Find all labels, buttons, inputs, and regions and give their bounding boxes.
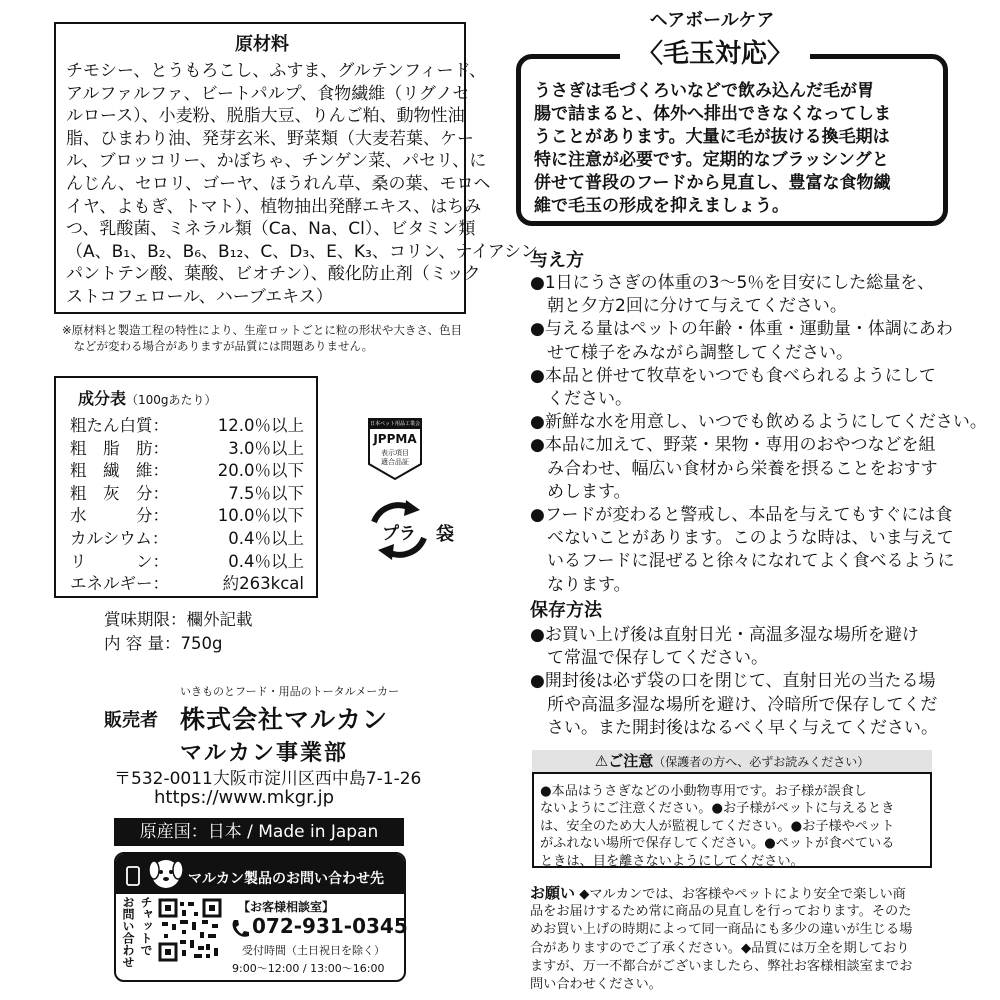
feeding-title: 与え方	[530, 250, 584, 271]
pla-text: プラ	[382, 524, 416, 544]
pla-label: 袋	[436, 524, 454, 545]
warning-icon: ⚠	[594, 752, 609, 770]
feeding-line: ●1日にうさぎの体重の3〜5％を目安にした総量を、	[530, 273, 935, 293]
ingredients-line: ストコフェロール、ハーブエキス）	[66, 287, 333, 307]
composition-value: 12.0％以上	[217, 416, 304, 435]
ingredients-line: （A、B₁、B₂、B₆、B₁₂、C、D₃、E、K₃、コリン、ナイアシン、	[66, 241, 554, 262]
storage-line: ●開封後は必ず袋の口を閉じて、直射日光の当たる場	[530, 671, 936, 692]
feeding-line: み合わせ、幅広い食材から栄養を摂ることをおすす	[530, 458, 938, 479]
ingredients-line: アルファルファ、ビートパルプ、食物繊維（リグノセ	[66, 83, 470, 104]
feeding-line: めします。	[530, 481, 631, 502]
composition-value: 7.5％以下	[228, 483, 304, 503]
composition-value: 0.4％以上	[228, 529, 304, 548]
hairball-line: 維で毛玉の形成を抑えましょう。	[534, 196, 789, 216]
caution-header: ⚠ご注意（保護者の方へ、必ずお読みください）	[532, 750, 932, 774]
composition-value: 0.4％以上	[228, 551, 304, 571]
hairball-line: 腸で詰まると、体外へ排出できなくなってしま	[534, 104, 891, 124]
seller-label: 販売者	[104, 710, 158, 731]
hairball-line: うことがあります。大量に毛が抜ける換毛期は	[534, 127, 890, 147]
caution-line: は、安全のため大人が監視してください。●お子様やペット	[540, 818, 895, 834]
composition-value: 3.0％以上	[228, 438, 304, 458]
jppma-text: JPPMA	[373, 432, 417, 446]
dog-icon	[148, 856, 184, 890]
composition-value: 10.0％以下	[217, 506, 304, 526]
composition-label: 粗たん白質：	[70, 416, 169, 435]
jppma-mark	[366, 416, 424, 482]
hairball-subtitle: 〈毛玉対応〉	[620, 36, 810, 72]
ingredients-note-line: などが変わる場合がありますが品質には問題ありません。	[62, 339, 374, 353]
caution-line: ないようにご注意ください。●お子様がペットに与えるとき	[540, 801, 895, 817]
ingredients-line: んじん、セロリ、ゴーヤ、ほうれん草、桑の葉、モロヘ	[66, 174, 491, 194]
pla-recycle-mark	[366, 500, 432, 560]
composition-value: 20.0％以下	[217, 461, 304, 481]
seller-url: https://www.mkgr.jp	[154, 787, 335, 808]
contact-room: 【お客様相談室】	[238, 900, 335, 914]
storage-line: て常温で保存してください。	[530, 648, 768, 669]
seller-tagline: いきものとフード・用品のトータルメーカー	[180, 685, 400, 698]
ingredients-note-line: ※原材料と製造工程の特性により、生産ロットごとに粒の形状や大きさ、色目	[62, 323, 462, 337]
composition-label: 粗 脂 肪：	[70, 438, 169, 458]
composition-title: 成分表（100gあたり）	[78, 389, 217, 408]
request-line: ますが、万一不都合がございましたら、弊社お客様相談室までお	[530, 958, 913, 974]
telephone-icon	[230, 918, 250, 940]
qr-code[interactable]	[158, 898, 222, 962]
origin-label: 原産国：日本 / Made in Japan	[114, 818, 404, 846]
caution-line: ●本品はうさぎなどの小動物専用です。お子様が誤食し	[540, 784, 867, 799]
caution-line: がふれない場所で保存してください。●ペットが食べている	[540, 836, 895, 852]
ingredients-line: ル、ブロッコリー、かぼちゃ、チンゲン菜、パセリ、に	[66, 151, 487, 172]
feeding-line: ください。	[530, 389, 632, 409]
jppma-top-text: 日本ペット用品工業会	[370, 421, 421, 427]
hairball-line: うさぎは毛づくろいなどで飲み込んだ毛が胃	[534, 81, 874, 101]
feeding-line: ●新鮮な水を用意し、いつでも飲めるようにしてください。	[530, 412, 987, 433]
composition-label: カルシウム：	[70, 529, 169, 548]
request-line: めお買い上げの時期によって同一商品にも多少の違いが生じる場	[530, 922, 913, 938]
storage-line: さい。また開封後はなるべく早く与えてください。	[530, 717, 938, 738]
storage-line: 所や高温多湿な場所を避け、冷暗所で保存してくだ	[530, 694, 938, 715]
seller-address: 〒532-0011大阪市淀川区西中島7-1-26	[114, 769, 422, 789]
feeding-line: ●フードが変わると警戒し、本品を与えてもすぐには食	[530, 505, 953, 525]
contact-phone[interactable]: 072-931-0345	[252, 914, 408, 938]
phone-icon	[124, 866, 142, 886]
feeding-line: いるフードに混ぜると徐々になれてよく食べるように	[530, 551, 955, 572]
contact-hours-label: 受付時間（土日祝日を除く）	[242, 944, 385, 957]
feeding-line: ●本品と併せて牧草をいつでも食べられるようにして	[530, 365, 936, 386]
request-line: 合がありますのでご了承ください。◆品質には万全を期しており	[530, 940, 910, 956]
composition-value: 約263kcal	[222, 574, 304, 594]
request-line: 品をお届けするため常に商品の見直しを行っております。そのた	[530, 904, 912, 920]
seller-company: 株式会社マルカン	[180, 705, 389, 734]
hairball-title: ヘアボールケア	[649, 10, 775, 31]
ingredients-line: パントテン酸、葉酸、ビオチン）、酸化防止剤（ミック	[66, 264, 481, 285]
feeding-line: ●与える量はペットの年齢・体重・運動量・体調にあわ	[530, 319, 953, 340]
volume-text: 内 容 量：750g	[104, 634, 223, 653]
ingredients-line: イヤ、よもぎ、トマト）、植物抽出発酵エキス、はちみ	[66, 196, 482, 217]
request-line: お願い ◆マルカンでは、お客様やペットにより安全で楽しい商	[530, 884, 906, 902]
request-line: 問い合わせください。	[530, 977, 662, 992]
hairball-line: 併せて普段のフードから見直し、豊富な食物繊	[534, 173, 891, 193]
ingredients-line: つ、乳酸菌、ミネラル類（Ca、Na、Cl）、ビタミン類	[66, 219, 476, 240]
composition-label: エネルギー：	[70, 574, 169, 594]
feeding-line: 朝と夕方2回に分けて与えてください。	[530, 296, 847, 317]
composition-label: 粗 灰 分：	[70, 483, 169, 503]
jppma-bottom-text-2: 適合品証	[381, 458, 409, 466]
hairball-line: 特に注意が必要です。定期的なブラッシングと	[534, 150, 889, 170]
qr-code-icon	[158, 898, 222, 962]
feeding-line: なります。	[530, 574, 631, 595]
contact-hours: 9:00〜12:00 / 13:00〜16:00	[232, 962, 385, 975]
seller-division: マルカン事業部	[180, 741, 349, 766]
composition-label: リ ン：	[70, 551, 169, 571]
expiry-text: 賞味期限：欄外記載	[104, 610, 253, 629]
feeding-line: べないことがあります。このような時は、いま与えて	[530, 528, 954, 549]
storage-line: ●お買い上げ後は直射日光・高温多湿な場所を避け	[530, 625, 919, 645]
ingredients-title: 原材料	[235, 34, 289, 55]
ingredients-line: ルロース）、小麦粉、脱脂大豆、りんご粕、動物性油	[66, 106, 465, 127]
contact-header: マルカン製品のお問い合わせ先	[188, 871, 384, 887]
caution-line: ときは、目を離さないようにしてください。	[540, 853, 804, 869]
ingredients-line: 脂、ひまわり油、発芽玄米、野菜類（大麦若葉、ケー	[66, 128, 474, 149]
feeding-line: ●本品に加えて、野菜・果物・専用のおやつなどを組	[530, 435, 936, 456]
composition-label: 水 分：	[70, 506, 169, 526]
feeding-line: せて様子をみながら調整してください。	[530, 342, 853, 363]
storage-title: 保存方法	[530, 600, 602, 621]
jppma-bottom-text-1: 表示項目	[381, 449, 409, 457]
composition-label: 粗 繊 維：	[70, 461, 169, 481]
chat-vertical-text: チャットで お問い合わせ	[121, 896, 153, 968]
ingredients-line: チモシー、とうもろこし、ふすま、グルテンフィード、	[66, 61, 487, 81]
